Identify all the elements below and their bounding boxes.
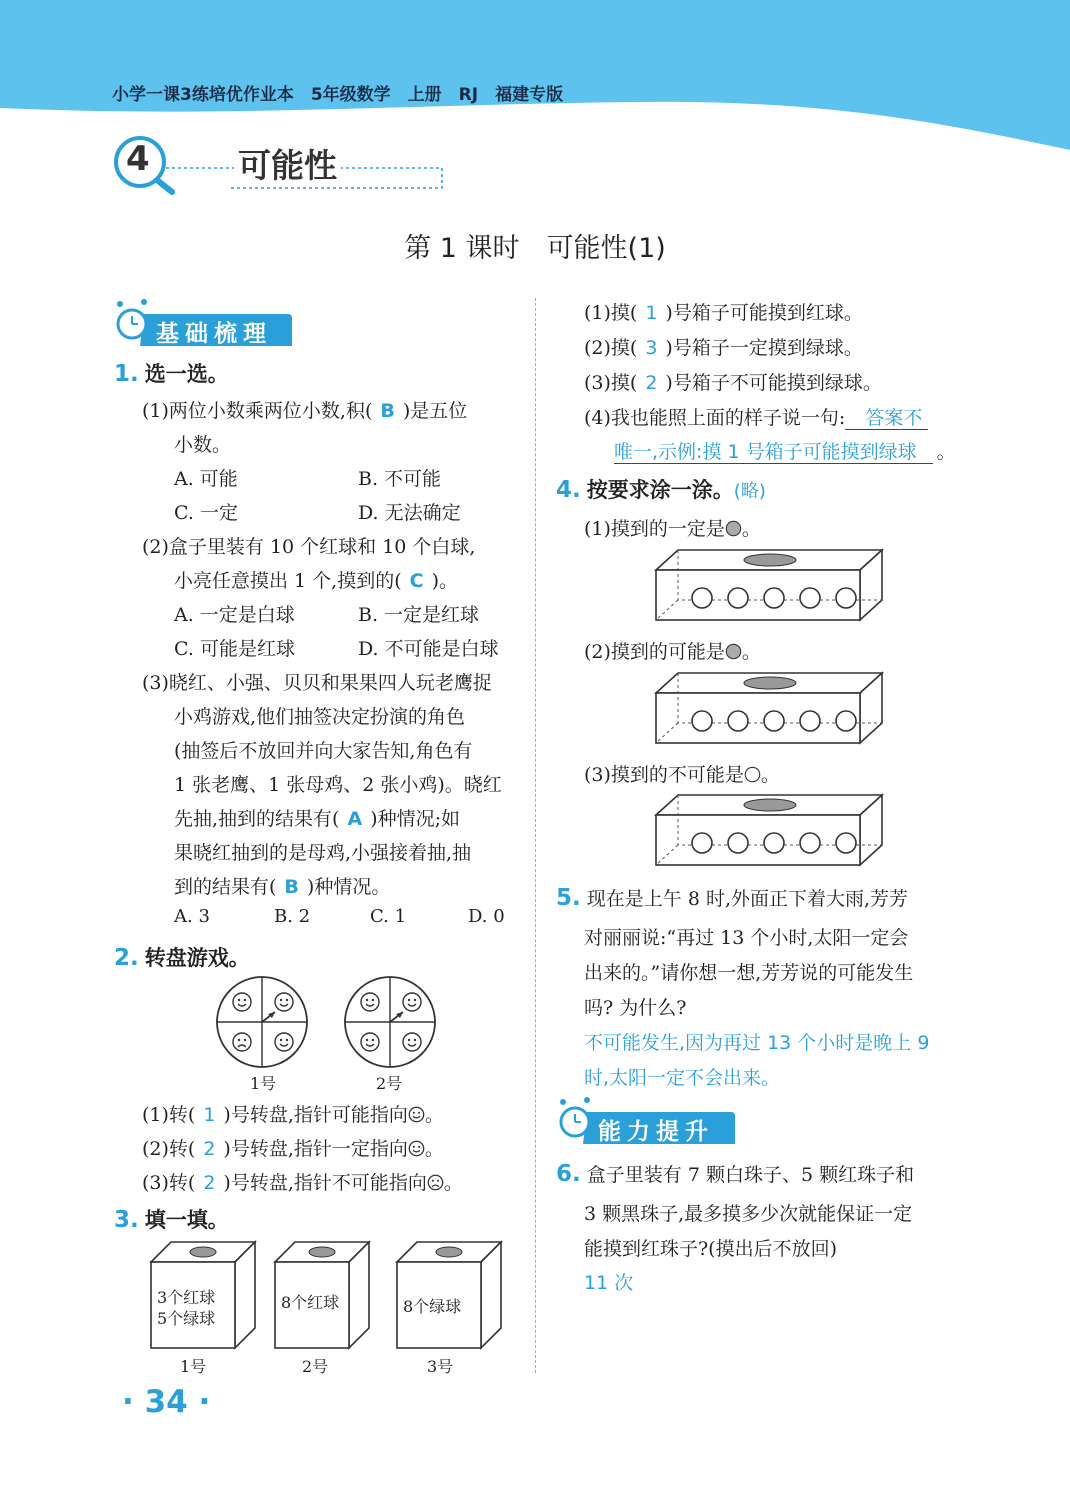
ball-box-1 xyxy=(650,546,890,626)
q1-p3-line3: (抽签后不放回并向大家告知,角色有 xyxy=(174,740,473,762)
q1-title: 选一选。 xyxy=(144,362,229,386)
text: (2)转( xyxy=(142,1138,196,1160)
q3-title: 填一填。 xyxy=(144,1208,229,1232)
text: 。 xyxy=(741,641,761,663)
q5-answer-line1: 不可能发生,因为再过 13 个小时是晚上 9 xyxy=(584,1032,930,1054)
text: (3)摸( xyxy=(584,372,638,394)
spinner-2-label: 2号 xyxy=(376,1074,403,1093)
spinner-2 xyxy=(345,977,435,1067)
smile-icon xyxy=(408,1140,425,1157)
q1-p1-line1 xyxy=(142,396,467,423)
text: )号转盘,指针不可能指向 xyxy=(223,1172,427,1194)
answer: A xyxy=(347,808,363,830)
text: 现在是上午 8 时,外面正下着大雨,芳芳 xyxy=(586,888,909,910)
q1-p1-line2: 小数。 xyxy=(174,434,232,456)
text: (1)摸到的一定是 xyxy=(584,518,725,540)
q4-line1 xyxy=(584,514,761,541)
q1-p2-line2 xyxy=(174,566,458,593)
q4-line2 xyxy=(584,637,761,664)
column-divider xyxy=(535,298,536,1373)
text: )种情况;如 xyxy=(370,808,460,830)
q1-p3-line4: 1 张老鹰、1 张母鸡、2 张小鸡)。晓红 xyxy=(174,774,502,796)
q6-num: 6. xyxy=(556,1161,581,1187)
spinner-1-label: 1号 xyxy=(250,1074,277,1093)
spinners-figure xyxy=(210,974,450,1074)
option: A. 一定是白球 xyxy=(174,604,295,626)
text: )号转盘,指针一定指向 xyxy=(223,1138,408,1160)
option: C. 1 xyxy=(370,906,407,927)
text: )号箱子不可能摸到绿球。 xyxy=(665,372,882,394)
q4-title: 按要求涂一涂。 xyxy=(586,478,734,502)
box-3-text: 8个绿球 xyxy=(403,1297,462,1316)
text: )号箱子可能摸到红球。 xyxy=(665,302,863,324)
text: 先抽,抽到的结果有( xyxy=(174,808,340,830)
q1-p3-line1: (3)晓红、小强、贝贝和果果四人玩老鹰捉 xyxy=(142,672,492,694)
text: )是五位 xyxy=(402,400,468,422)
q3-line2 xyxy=(584,333,863,360)
answer: 2 xyxy=(645,372,658,394)
answer: 1 xyxy=(645,302,658,324)
answer: B xyxy=(380,400,395,422)
answer: 3 xyxy=(645,337,658,359)
text: )。 xyxy=(431,570,458,592)
text: 。 xyxy=(741,518,761,540)
q1-p3-line6: 果晓红抽到的是母鸡,小强接着抽,抽 xyxy=(174,842,472,864)
section-label-basic: 基础梳理 xyxy=(156,321,272,347)
q2-line3: (3)转( 2 )号转盘,指针不可能指向 。 xyxy=(142,1172,463,1194)
q3-line1 xyxy=(584,298,863,325)
q5-answer-line2: 时,太阳一定不会出来。 xyxy=(584,1067,781,1089)
ball-box-2 xyxy=(650,669,890,749)
book-title: 小学一课3练培优作业本 5年级数学 上册 RJ 福建专版 xyxy=(112,85,564,105)
text: )种情况。 xyxy=(306,876,391,898)
text: (1)转( xyxy=(142,1104,196,1126)
option: D. 无法确定 xyxy=(358,502,461,524)
q1-p2-line1: (2)盒子里装有 10 个红球和 10 个白球, xyxy=(142,536,476,558)
q6-line3: 能摸到红珠子?(摸出后不放回) xyxy=(584,1238,838,1260)
answer: B xyxy=(284,876,299,898)
text: (1)摸( xyxy=(584,302,638,324)
q6-line2: 3 颗黑珠子,最多摸多少次就能保证一定 xyxy=(584,1203,913,1225)
spinner-1 xyxy=(217,977,307,1067)
q3-line3 xyxy=(584,368,882,395)
text: (3)转( xyxy=(142,1172,196,1194)
option: B. 2 xyxy=(274,906,311,927)
option: B. 一定是红球 xyxy=(358,604,480,626)
box-2-label: 2号 xyxy=(302,1357,329,1376)
q2-line1: (1)转( 1 )号转盘,指针可能指向 。 xyxy=(142,1104,444,1126)
q5-num: 5. xyxy=(556,885,581,911)
q4-num: 4. xyxy=(556,477,581,503)
text: )号箱子一定摸到绿球。 xyxy=(665,337,863,359)
box-1-label: 1号 xyxy=(180,1357,207,1376)
option: C. 一定 xyxy=(174,502,238,524)
q6-line1 xyxy=(556,1160,914,1187)
text: )号转盘,指针可能指向 xyxy=(223,1104,408,1126)
text: (1)两位小数乘两位小数,积( xyxy=(142,400,373,422)
unit-number: 4 xyxy=(126,139,150,179)
text: 。 xyxy=(760,764,780,786)
answer: 答案不 xyxy=(845,407,928,430)
white-ball-icon xyxy=(744,766,761,783)
box-2-text: 8个红球 xyxy=(281,1293,340,1312)
q3-line5 xyxy=(614,437,956,464)
option: A. 3 xyxy=(174,906,210,927)
q3-line4 xyxy=(584,403,928,430)
q5-line1 xyxy=(556,884,908,911)
option: B. 不可能 xyxy=(358,468,442,490)
option: C. 可能是红球 xyxy=(174,638,295,660)
q3-num: 3. xyxy=(114,1207,139,1233)
answer: 2 xyxy=(203,1138,216,1160)
frown-icon xyxy=(427,1174,444,1191)
text: (4)我也能照上面的样子说一句: xyxy=(584,407,846,429)
answer: 1 xyxy=(203,1104,216,1126)
smile-icon xyxy=(408,1106,425,1123)
q2-title: 转盘游戏。 xyxy=(144,946,250,970)
text: (2)摸到的可能是 xyxy=(584,641,725,663)
gray-ball-icon xyxy=(725,520,742,537)
lesson-title: 第 1 课时 可能性(1) xyxy=(404,233,666,264)
q2-num: 2. xyxy=(114,945,139,971)
answer: C xyxy=(409,570,424,592)
q5-line4: 吗? 为什么? xyxy=(584,997,687,1019)
q3-heading xyxy=(114,1204,229,1234)
box-1-text xyxy=(157,1287,215,1329)
q1-num: 1. xyxy=(114,361,139,387)
unit-title: 可能性 xyxy=(234,140,341,187)
box-1-line: 5个绿球 xyxy=(157,1309,216,1328)
text: 。 xyxy=(936,441,956,463)
q1-p3-line7 xyxy=(174,872,390,899)
q4-line3 xyxy=(584,760,780,787)
q1-p3-line5 xyxy=(174,804,460,831)
text: (3)摸到的不可能是 xyxy=(584,764,744,786)
text: 到的结果有( xyxy=(174,876,277,898)
q6-answer: 11 次 xyxy=(584,1272,634,1294)
text: 盒子里装有 7 颗白珠子、5 颗红珠子和 xyxy=(586,1164,915,1186)
option: D. 0 xyxy=(468,906,505,927)
ball-box-3 xyxy=(650,791,890,871)
gray-ball-icon xyxy=(725,643,742,660)
answer: 唯一,示例:摸 1 号箱子可能摸到绿球 xyxy=(614,441,933,464)
option: A. 可能 xyxy=(174,468,238,490)
q1-heading xyxy=(114,358,229,388)
option: D. 不可能是白球 xyxy=(358,638,499,660)
q5-line3: 出来的。”请你想一想,芳芳说的可能发生 xyxy=(584,962,914,984)
q5-line2: 对丽丽说:“再过 13 个小时,太阳一定会 xyxy=(584,927,909,949)
section-label-ability: 能力提升 xyxy=(598,1119,714,1145)
q1-p3-line2: 小鸡游戏,他们抽签决定扮演的角色 xyxy=(174,706,466,728)
q4-heading xyxy=(556,474,766,504)
q2-heading xyxy=(114,942,250,972)
box-3-label: 3号 xyxy=(427,1357,454,1376)
box-1-line: 3个红球 xyxy=(157,1288,216,1307)
answer: 2 xyxy=(203,1172,216,1194)
q4-answer: (略) xyxy=(733,481,766,502)
text: (2)摸( xyxy=(584,337,638,359)
text: 小亮任意摸出 1 个,摸到的( xyxy=(174,570,402,592)
page-number: · 34 · xyxy=(122,1384,211,1420)
q2-line2: (2)转( 2 )号转盘,指针一定指向 。 xyxy=(142,1138,444,1160)
